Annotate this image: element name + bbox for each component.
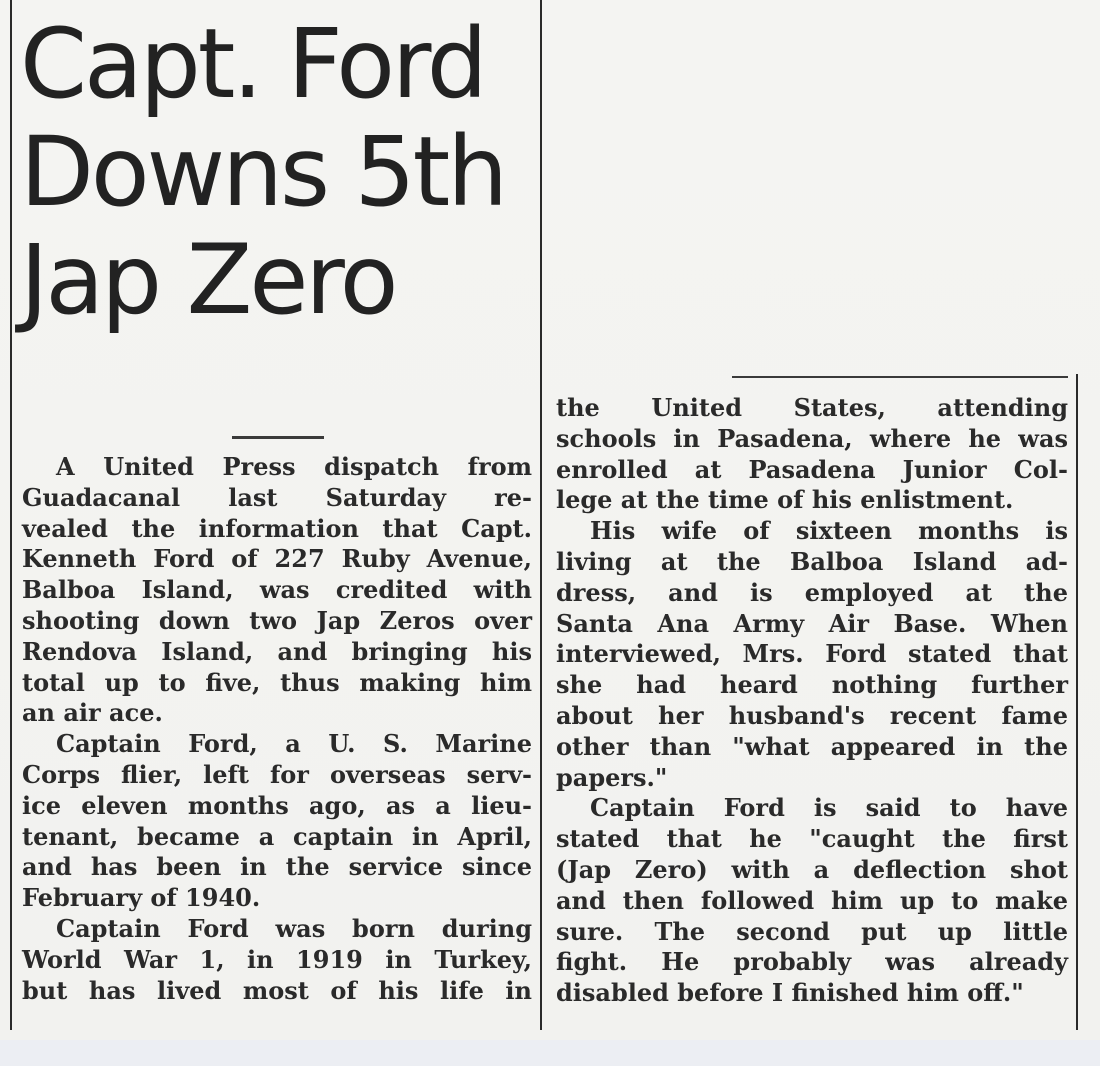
headline-line-1: Capt. Ford: [20, 8, 485, 120]
article-line: Santa Ana Army Air Base. When: [556, 608, 1068, 638]
article-line: fight. He probably was already: [556, 947, 1068, 977]
article-line: Guadacanal last Saturday re-: [22, 482, 532, 512]
article-line: schools in Pasadena, where he was: [556, 423, 1068, 453]
article-line: total up to five, thus making him: [22, 667, 532, 697]
left-column-rule: [10, 0, 12, 1030]
headline-line-3: Jap Zero: [20, 224, 396, 336]
article-line: tenant, became a captain in April,: [22, 821, 532, 851]
article-line: enrolled at Pasadena Junior Col-: [556, 454, 1068, 484]
article-line: but has lived most of his life in: [22, 975, 532, 1005]
article-line: February of 1940.: [22, 883, 261, 913]
article-line: stated that he "caught the first: [556, 824, 1068, 854]
article-line: lege at the time of his enlistment.: [556, 485, 1014, 515]
article-line: and has been in the service since: [22, 852, 532, 882]
right-column-rule: [1076, 374, 1078, 1030]
article-line: Captain Ford, a U. S. Marine: [56, 729, 532, 759]
article-line: sure. The second put up little: [556, 916, 1068, 946]
center-column-rule: [540, 0, 542, 1030]
top-right-rule: [732, 376, 1068, 378]
article-line: Rendova Island, and bringing his: [22, 636, 532, 666]
article-line: Corps flier, left for overseas serv-: [22, 759, 532, 789]
article-line: living at the Balboa Island ad-: [556, 546, 1068, 576]
headline-line-2: Downs 5th: [20, 116, 506, 228]
article-line: about her husband's recent fame: [556, 700, 1068, 730]
article-line: the United States, attending: [556, 393, 1068, 422]
article-line: Kenneth Ford of 227 Ruby Avenue,: [22, 544, 532, 574]
article-line: papers.": [556, 762, 668, 792]
article-line: World War 1, in 1919 in Turkey,: [22, 944, 532, 974]
article-line: Captain Ford was born during: [56, 913, 532, 943]
article-line: other than "what appeared in the: [556, 731, 1068, 761]
headline-divider: [232, 436, 324, 439]
article-line: vealed the information that Capt.: [22, 513, 532, 543]
article-line: she had heard nothing further: [556, 670, 1068, 700]
article-column-2: [556, 393, 1068, 1009]
article-line: A United Press dispatch from: [56, 452, 532, 481]
article-line: an air ace.: [22, 698, 163, 728]
article-line: Balboa Island, was credited with: [22, 575, 532, 605]
article-line: and then followed him up to make: [556, 885, 1068, 915]
article-line: ice eleven months ago, as a lieu-: [22, 790, 532, 820]
scan-bottom-margin: [0, 1040, 1100, 1066]
headline: [20, 10, 540, 334]
article-line: Captain Ford is said to have: [590, 793, 1068, 823]
article-line: interviewed, Mrs. Ford stated that: [556, 639, 1068, 669]
article-line: shooting down two Jap Zeros over: [22, 605, 532, 635]
article-line: (Jap Zero) with a deflection shot: [556, 854, 1068, 884]
article-line: disabled before I finished him off.": [556, 978, 1024, 1008]
article-line: dress, and is employed at the: [556, 577, 1068, 607]
article-line: His wife of sixteen months is: [590, 516, 1068, 546]
article-column-1: [22, 452, 532, 1006]
